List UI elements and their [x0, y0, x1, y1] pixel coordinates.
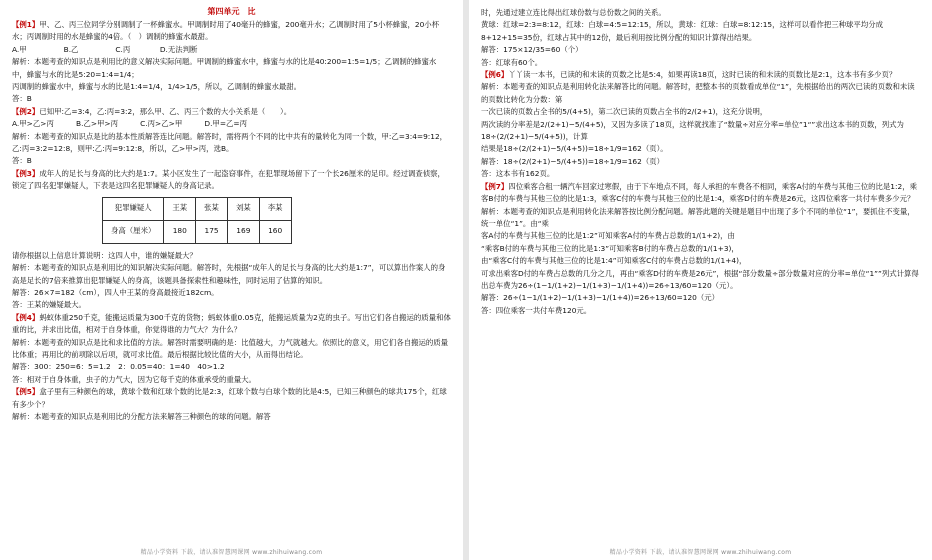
paragraph: 解析：本题考查的知识点是利用比的意义解决实际问题。甲调制的蜂蜜水中，蜂蜜与水的比是40:200=1:5=1/5；乙调制的蜂蜜水中，蜂蜜与水的比是5:20=1:4=1/4；: [12, 57, 437, 79]
paragraph: 丙调制的蜂蜜水中，蜂蜜与水的比是1:4=1/4，1/4>1/5，所以，乙调制的蜂蜜水最甜。: [12, 82, 302, 92]
example-question: [12, 168, 451, 193]
page-footer: 精品小学资料 下载，请认准智慧网课网 www.zhihuiwang.com: [140, 548, 323, 556]
example-question: [12, 386, 451, 411]
paragraph: 时，先通过建立连比得出红球份数与总份数之间的关系。: [481, 8, 666, 17]
paragraph: 答：四位乘客一共付车费120元。: [481, 305, 592, 315]
paragraph: 可求出乘客D付的车费占总数的几分之几，再由“乘客D付的车费是26元”，根据“部分数量÷部分数量对应的分率=单位“1””列式计算得出总车费为26÷(1−1/(1+2)−1/(1+3)−1/(1+4))=26÷13/60=120（元）。: [481, 268, 919, 290]
example-label: 【例1】: [12, 20, 40, 29]
example-label: 【例5】: [12, 387, 40, 397]
question-text: 丫丫读一本书，已读的和未读的页数之比是5:4，如果再读18页，这时已读的和未读的页数比是2:1，这本书有多少页？: [508, 70, 897, 80]
paragraph: 一次已读的页数占全书的5/(4+5)，第二次已读的页数占全书的2/(2+1)，这充分说明，: [481, 107, 768, 117]
table-row: [103, 220, 292, 243]
paragraph: 答：红球有60个。: [481, 57, 543, 67]
paragraph: 解答：26÷(1−1/(1+2)−1/(1+3)−1/(1+4))=26÷13/60=120（元）: [481, 293, 720, 303]
table-cell: 刘某: [227, 197, 259, 220]
paragraph: 由“乘客C付的车费与其他三位的比是1:4”可知乘客C付的车费占总数的1/(1+4)，: [481, 256, 747, 266]
table-header-row: [103, 197, 292, 220]
paragraph: 请你根据以上信息计算说明：这四人中，谁的嫌疑最大？: [12, 250, 197, 260]
paragraph: 答：相对于自身体重，虫子的力气大，因为它每千克的体重承受的重量大。: [12, 374, 256, 384]
table-cell: 180: [164, 220, 196, 243]
paragraph: 解析：本题考查的知识点是利用比的知识解决实际问题。解答时，先根据“成年人的足长与身高的比大约是1:7”，可以算出作案人的身高是足长的7倍来推算出犯罪嫌疑人的身高，该题具备探索性和趣味性，同时运用了估算的知识。: [12, 263, 446, 285]
paragraph: 答：王某的嫌疑最大。: [12, 300, 86, 310]
paragraph: 答：这本书有162页。: [481, 169, 555, 179]
table-cell: 175: [196, 220, 228, 243]
paragraph: 解答：18÷(2/(2+1)−5/(4+5))=18÷1/9=162（页）: [481, 156, 664, 166]
unit-title-text: 第四单元 比: [207, 7, 256, 16]
paragraph: 答：B: [12, 156, 32, 166]
question-text: 甲、乙、丙三位同学分别调制了一杯蜂蜜水。甲调制时用了40毫升的蜂蜜，200毫升水；乙调制时用了5小杯蜂蜜，20小杯水；丙调制时用的水是蜂蜜的4倍。（ ）调制的蜂蜜水最甜。: [12, 20, 440, 42]
document-page-right: [469, 0, 932, 560]
table-cell: 160: [259, 220, 291, 243]
example-question: [12, 19, 451, 44]
table-cell: 张某: [196, 197, 228, 220]
paragraph: “乘客B付的车费与其他三位的比是1:3”可知乘客B付的车费占总数的1/(1+3)，: [481, 243, 739, 253]
question-text: 已知甲:乙=3:4，乙:丙=3:2，那么甲、乙、丙三个数的大小关系是（ ）。: [39, 106, 292, 116]
paragraph: 解答：26×7=182（cm），四人中王某的身高最接近182cm。: [12, 287, 219, 297]
example-question: [12, 106, 451, 118]
paragraph: 解析：本题考查的知识点是利用转化法来解答按比例分配问题。解答此题的关键是题目中出现了多个不同的单位“1”，要抓住不变量，统一单位“1”。由“乘: [481, 206, 915, 228]
table-cell: 身高（厘米）: [103, 220, 164, 243]
example-label: 【例3】: [12, 168, 40, 178]
example-question: [481, 69, 920, 81]
document-page-left: [0, 0, 463, 560]
page-footer: 精品小学资料 下载，请认准智慧网课网 www.zhihuiwang.com: [609, 548, 792, 556]
table-cell: 169: [227, 220, 259, 243]
example-question: [12, 312, 451, 337]
paragraph: A.甲 B.乙 C.丙 D.无法判断: [12, 44, 198, 54]
paragraph: 黄球：红球=2:3=8:12，红球：白球=4:5=12:15，所以，黄球：红球：白球=8:12:15，这样可以看作把三种球平均分成8+12+15=35份，红球占其中的12份，最后利用按比例分配的知识计算得出结果。: [481, 20, 883, 42]
table-cell: 犯罪嫌疑人: [103, 197, 164, 220]
paragraph: 解析：本题考查的知识点是利用比的分配方法来解答三种颜色的球的问题。解答: [12, 411, 271, 421]
example-question: [481, 181, 920, 206]
paragraph: 解析：本题考查的知识点是利用转化法来解答比的问题。解答时，把整本书的页数看成单位“1”，先根据给出的两次已读的页数和未读的页数比转化为分数：第: [481, 82, 915, 104]
paragraph: 客A付的车费与其他三位的比是1:2”可知乘客A付的车费占总数的1/(1+2)，由: [481, 231, 735, 241]
question-text: 四位乘客合租一辆汽车回家过寒假，由于下车地点不同，每人承担的车费各不相同，乘客A付的车费与其他三位的比是1:2，乘客B付的车费与其他三位的比是1:3，乘客C付的车费与其他三位的比是1:4，乘客D付的车费是26元，这四位乘客一共付车费多少元？: [481, 181, 917, 204]
example-label: 【例4】: [12, 312, 40, 322]
unit-title: [12, 7, 451, 17]
paragraph: 解答：175×12/35=60（个）: [481, 45, 583, 55]
example-label: 【例6】: [481, 70, 509, 80]
paragraph: 解析：本题考查的知识点是比和求比值的方法。解答时需要明确的是：比值越大，力气就越大。依照比的意义，用它们各自搬运的质量比体重；再用比的前项除以后项，就可求比值。最后根据比较比值的大小，从而得出结论。: [12, 337, 449, 359]
paragraph: 解析：本题考查的知识点是比的基本性质解答连比问题。解答时，需将两个不同的比中共有的量转化为同一个数，甲:乙=3:4=9:12，乙:丙=3:2=12:8，则甲:乙:丙=9:12:8，所以，乙>甲>丙，选B。: [12, 131, 448, 154]
paragraph: 解答：300：250=6：5=1.2 2：0.05=40：1=40 40>1.2: [12, 362, 225, 372]
left-content: [12, 19, 451, 193]
question-text: 成年人的足长与身高的比大约是1:7。某小区发生了一起盗窃事件，在犯罪现场留下了一个长26厘米的足印。经过调查侦察，锁定了四名犯罪嫌疑人，下表是这四名犯罪嫌疑人的身高记录。: [12, 168, 445, 191]
question-text: 蚂蚁体重250千克，能搬运质量为300千克的货物；蚂蚁体重0.05克，能搬运质量为2克的虫子。写出它们各自搬运的质量和体重的比，并求出比值，相对于自身体重，你觉得谁的力气大？为什么？: [12, 312, 451, 335]
paragraph: 结果是18÷(2/(2+1)−5/(4+5))=18÷1/9=162（页）。: [481, 144, 668, 154]
left-content-2: [12, 250, 451, 424]
paragraph: 答：B: [12, 94, 32, 104]
paragraph: A.甲>乙>丙 B.乙>甲>丙 C.丙>乙>甲 D.甲=乙=丙: [12, 119, 247, 129]
paragraph: 两次读的分率差是2/(2+1)−5/(4+5)，又因为多读了18页，这样就找准了“数量÷对应分率=单位”1“”求出这本书的页数，列式为18÷(2/(2+1)−5/(4+5))，计算: [481, 119, 904, 142]
right-content: [481, 7, 920, 317]
question-text: 盒子里有三种颜色的球，黄球个数和红球个数的比是2:3，红球个数与白球个数的比是4:5，已知三种颜色的球共175个，红球有多少个？: [12, 387, 447, 409]
suspect-table: [102, 197, 292, 244]
example-label: 【例2】: [12, 106, 40, 116]
table-cell: 李某: [259, 197, 291, 220]
example-label: 【例7】: [481, 181, 509, 191]
table-cell: 王某: [164, 197, 196, 220]
